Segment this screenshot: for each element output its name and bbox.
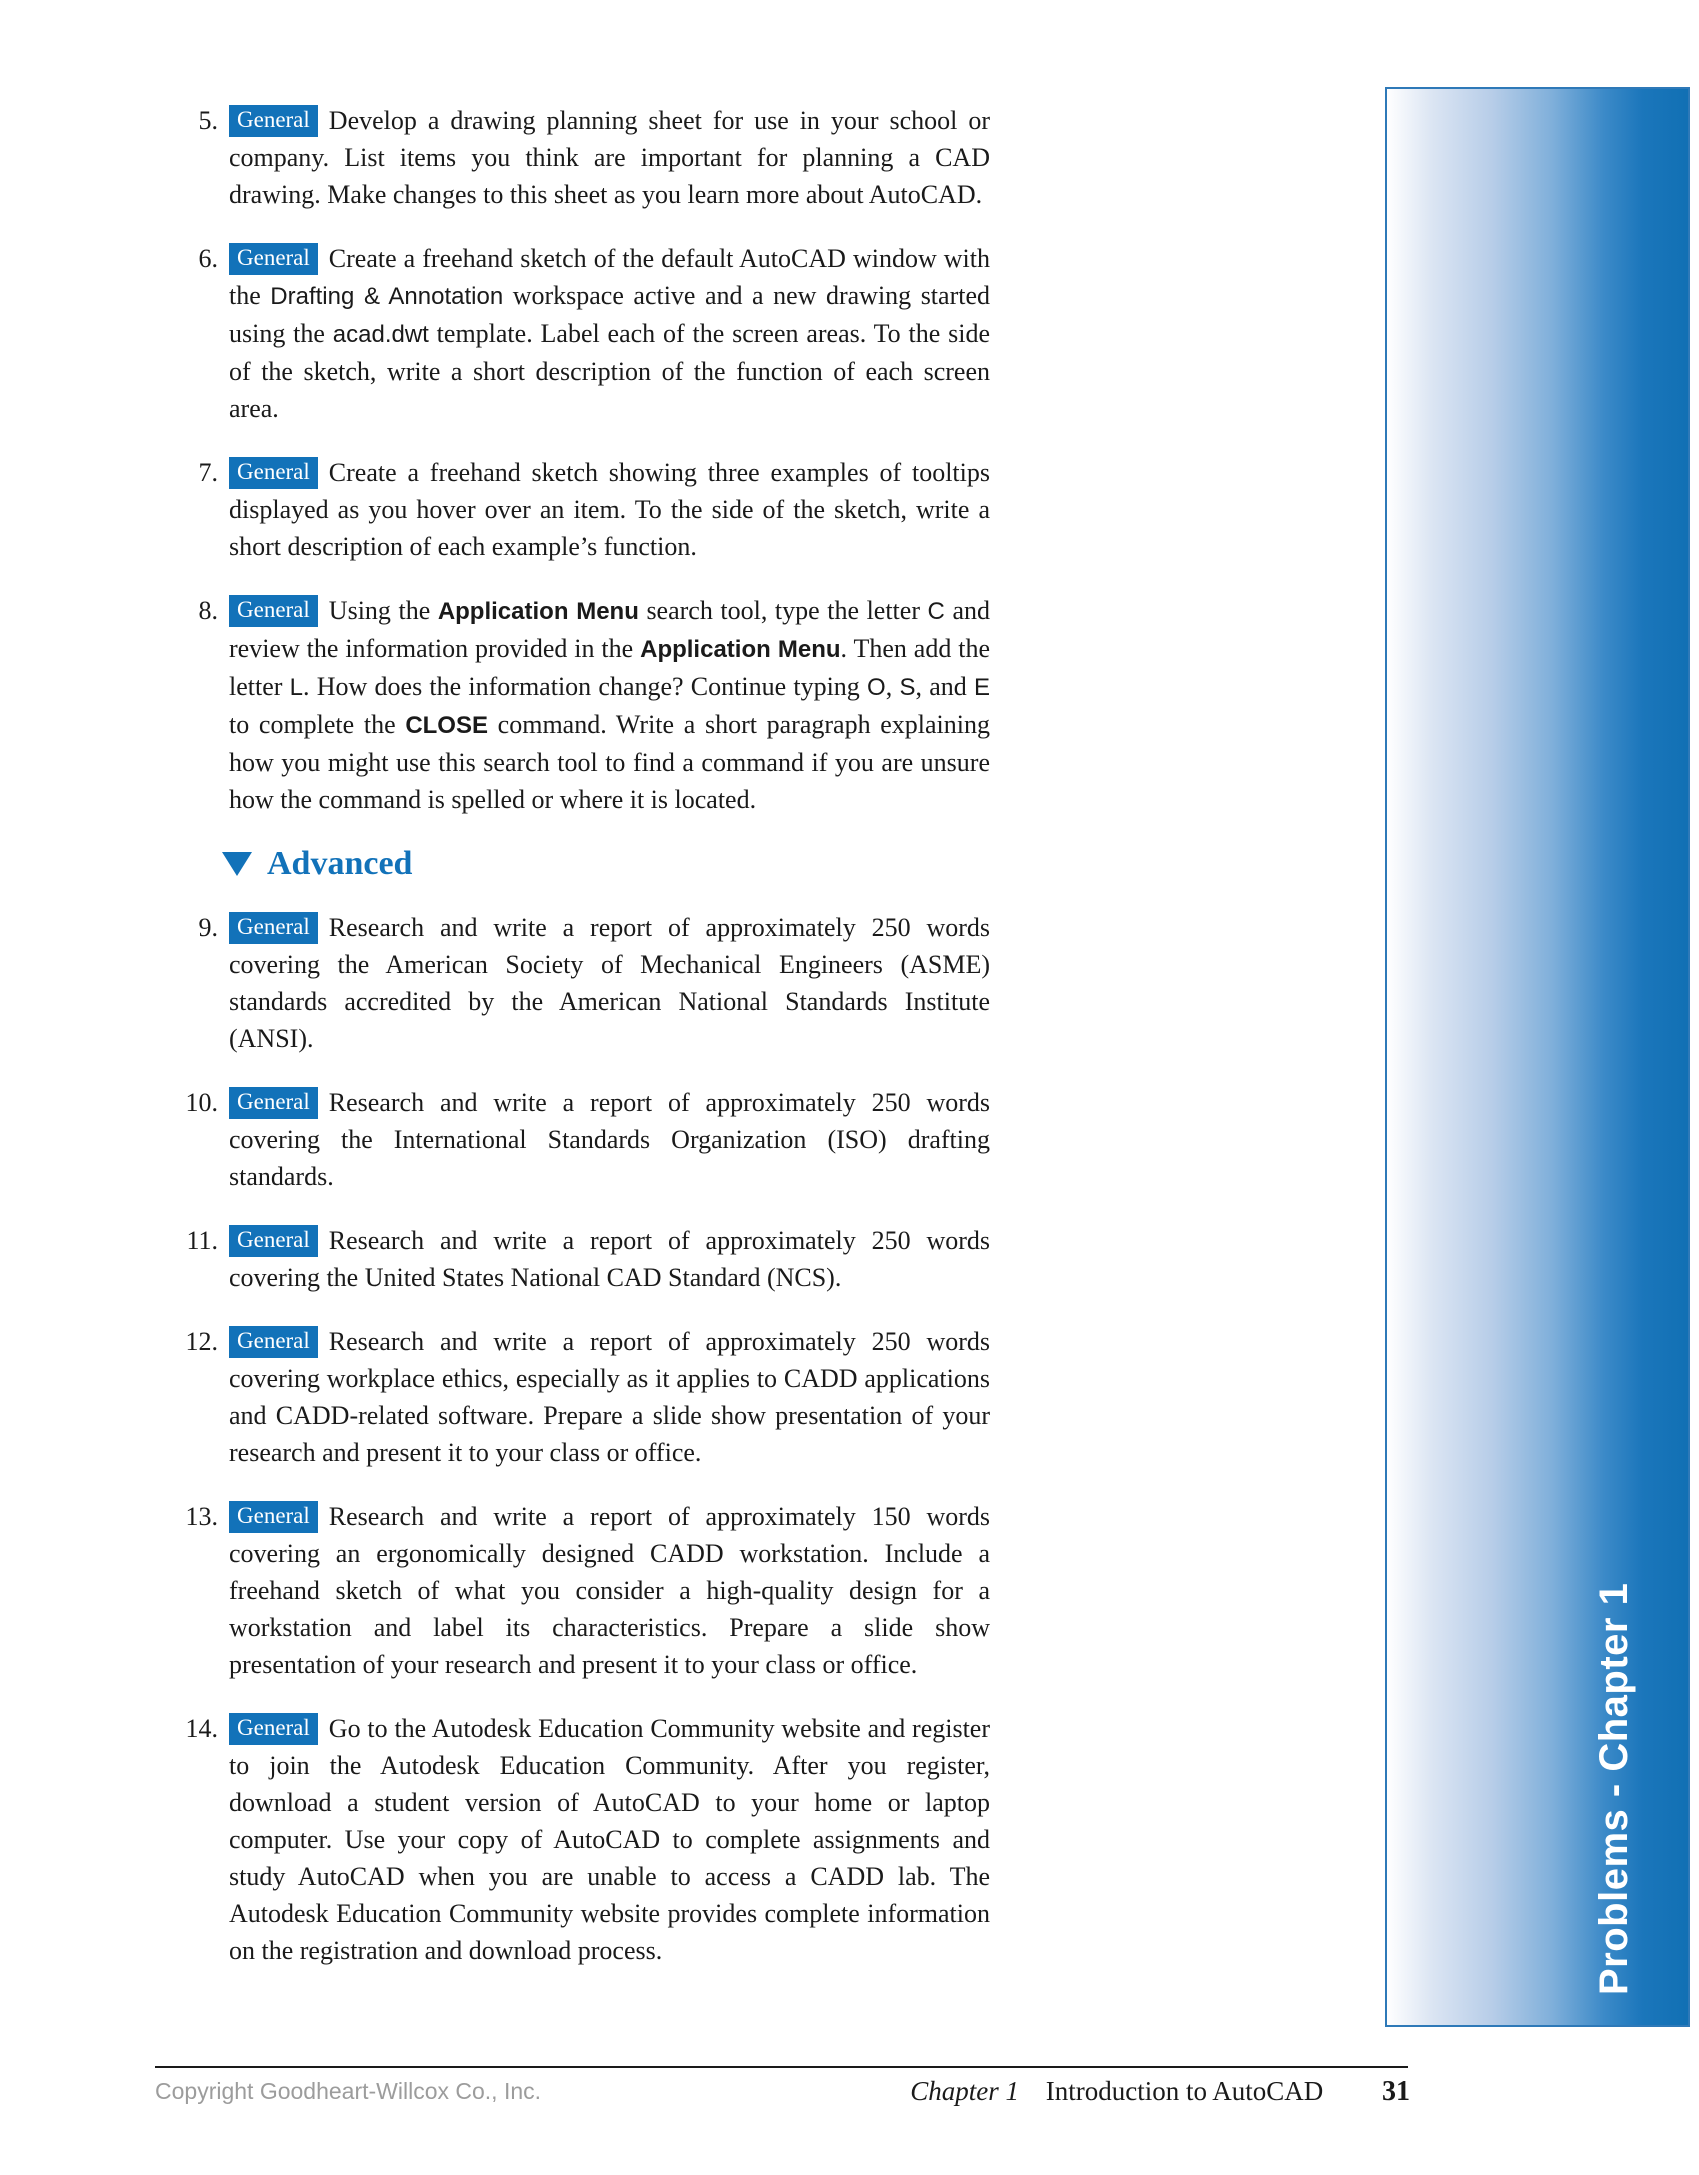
problem-text-run: , [885,672,900,701]
problem-number: 12. [185,1327,218,1356]
difficulty-badge: General [229,595,318,627]
difficulty-badge: General [229,457,318,489]
footer-copyright: Copyright Goodheart-Willcox Co., Inc. [155,2078,542,2104]
problem-list-advanced [150,909,990,1969]
difficulty-badge: General [229,1713,318,1745]
problem-text [229,240,990,427]
difficulty-badge: General [229,1225,318,1257]
triangle-down-icon [222,852,252,876]
section-title: Advanced [267,845,413,882]
problem-item [150,1222,990,1296]
problem-item [150,592,990,818]
problem-text-run: Using the [328,596,438,625]
problem-number: 7. [198,458,218,487]
problem-item [150,102,990,213]
problem-text-emphasis: Application Menu [437,598,639,625]
problem-text-run: . Then add the letter [229,634,990,701]
problem-text-run: Research and write a report of approximately 150 words covering an ergonomically designed CADD workstation. Include a freehand sketch of what you consider a high-quality design for a workstation and label its characteristics. Prepare a slide show presentation of your research and present it to your class or office. [229,1502,990,1679]
problem-text-emphasis: C [927,598,945,625]
problem-text-run: Create a freehand sketch showing three examples of tooltips displayed as you hover over an item. To the side of the sketch, write a short description of each example’s function. [229,458,990,561]
problem-text-run: and review the information provided in the [229,596,990,663]
problem-text-emphasis: acad.dwt [332,321,429,348]
problem-number: 6. [198,244,218,273]
section-header-advanced [222,845,990,883]
problem-text-run: Create a freehand sketch of the default AutoCAD window with the [229,244,990,310]
problem-text [229,1323,990,1471]
problem-text-run: command. Write a short paragraph explaining how you might use this search tool to find a command if you are unsure how the command is spelled or where it is located. [229,710,990,814]
problem-text [229,1084,990,1195]
problem-number: 8. [198,596,218,625]
problem-item [150,240,990,427]
problem-number: 13. [185,1502,218,1531]
problem-text-run: Research and write a report of approximately 250 words covering workplace ethics, especially as it applies to CADD applications and CADD-related software. Prepare a slide show presentation of your research and present it to your class or office. [229,1327,990,1467]
problem-text-run: Research and write a report of approximately 250 words covering the American Society of Mechanical Engineers (ASME) standards accredited by the American National Standards Institute (ANSI). [229,913,990,1053]
problem-text-run: template. Label each of the screen areas. To the side of the sketch, write a short description of the function of each screen area. [229,319,990,423]
problem-text [229,454,990,565]
problem-text-emphasis: Drafting & Annotation [270,283,504,310]
problem-item [150,1710,990,1969]
problem-item [150,1323,990,1471]
problem-text [229,909,990,1057]
difficulty-badge: General [229,105,318,137]
problem-number: 9. [198,913,218,942]
problem-text [229,592,990,818]
problem-item [150,1498,990,1683]
problem-text-run: Research and write a report of approximately 250 words covering the International Standards Organization (ISO) drafting standards. [229,1088,990,1191]
problem-text-emphasis: Application Menu [640,636,841,663]
footer-rule [155,2066,1408,2068]
sidebar-label: Problems - Chapter 1 [1592,1582,1636,1995]
problem-text-run: Research and write a report of approximately 250 words covering the United States National CAD Standard (NCS). [229,1226,990,1292]
problem-text [229,1710,990,1969]
problem-text [229,1498,990,1683]
footer-chapter-label: Chapter 1 [910,2076,1019,2106]
problem-item [150,454,990,565]
problem-list-general [150,102,990,818]
problem-number: 11. [186,1226,218,1255]
problem-text-emphasis: L [289,674,304,701]
problem-text [229,102,990,213]
problem-item [150,1084,990,1195]
footer-page-number: 31 [1382,2076,1410,2107]
difficulty-badge: General [229,1501,318,1533]
page-content [150,102,990,1996]
problem-text-emphasis: CLOSE [405,712,488,739]
problem-text-run: search tool, type the letter [638,596,928,625]
problem-text-run: , and [915,672,974,701]
difficulty-badge: General [229,912,318,944]
difficulty-badge: General [229,1087,318,1119]
chapter-tab-sidebar [1385,87,1690,2027]
problem-text-run: Develop a drawing planning sheet for use in your school or company. List items you think are important for planning a CAD drawing. Make changes to this sheet as you learn more about AutoCAD. [229,106,990,209]
problem-text [229,1222,990,1296]
problem-number: 10. [185,1088,218,1117]
problem-text-emphasis: E [973,674,990,701]
problem-text-run: . How does the information change? Continue typing [303,672,868,701]
problem-number: 5. [198,106,218,135]
problem-number: 14. [185,1714,218,1743]
problem-text-emphasis: O [867,674,886,701]
problem-text-run: Go to the Autodesk Education Community website and register to join the Autodesk Education Community. After you register, download a student version of AutoCAD to your home or laptop computer. Use your copy of AutoCAD to complete assignments and study AutoCAD when you are unable to access a CADD lab. The Autodesk Education Community website provides complete information on the registration and download process. [229,1714,990,1965]
footer-chapter-info [910,2076,1410,2108]
problem-item [150,909,990,1057]
problem-text-emphasis: S [899,674,916,701]
difficulty-badge: General [229,1326,318,1358]
footer-chapter-title: Introduction to AutoCAD [1045,2076,1324,2106]
difficulty-badge: General [229,243,318,275]
problem-text-run: workspace active and a new drawing started using the [229,281,990,348]
problem-text-run: to complete the [229,710,406,739]
